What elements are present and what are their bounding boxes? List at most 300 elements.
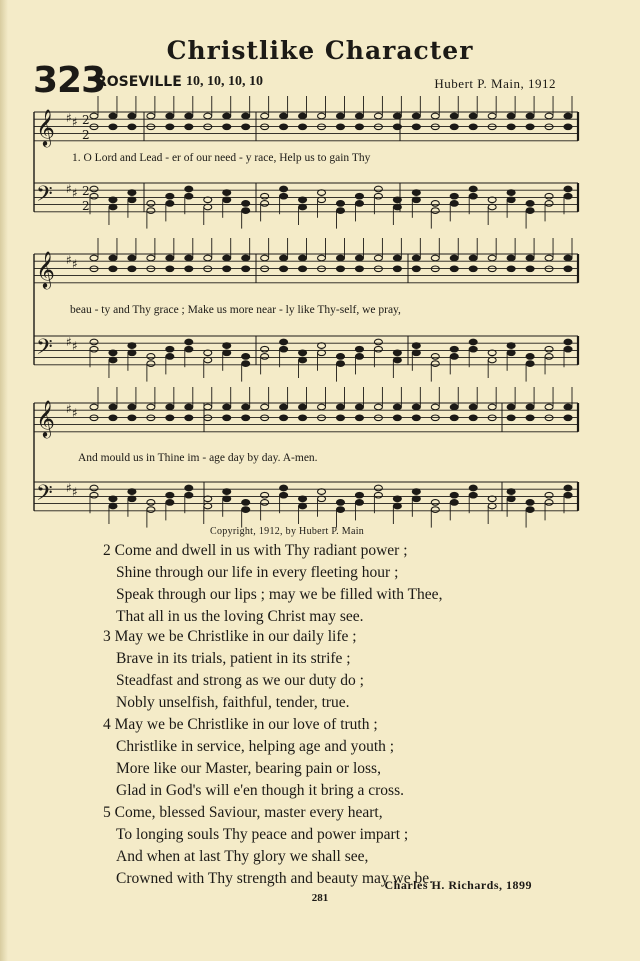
note-head — [336, 415, 344, 421]
stanza-line: Brave in its trials, patient in its strife ; — [116, 650, 351, 667]
bass-clef: 𝄢 — [36, 182, 53, 212]
note-head — [469, 415, 477, 421]
note-head — [166, 113, 174, 119]
note-head — [128, 266, 136, 272]
lyric-line-2: beau - ty and Thy grace ; Make us more near - ly like Thy-self, we pray, — [70, 304, 401, 316]
note-head — [393, 124, 401, 130]
note-head — [223, 489, 231, 495]
note-head — [564, 485, 572, 491]
note-head — [355, 346, 363, 352]
note-head — [450, 404, 458, 410]
note-head — [355, 404, 363, 410]
note-head — [109, 113, 117, 119]
note-head — [412, 415, 420, 421]
note-head — [412, 496, 420, 502]
stanza-line: More like our Master, bearing pain or loss, — [116, 760, 381, 777]
note-head — [166, 255, 174, 261]
note-head — [450, 124, 458, 130]
note-head — [355, 354, 363, 360]
note-head — [507, 255, 515, 261]
note-head — [374, 485, 382, 491]
note-head — [204, 404, 212, 410]
note-head — [336, 361, 344, 367]
treble-clef: 𝄞 — [36, 399, 55, 437]
note-head — [223, 404, 231, 410]
treble-clef: 𝄞 — [36, 108, 55, 146]
note-head — [469, 193, 477, 199]
note-head — [185, 346, 193, 352]
note-head — [223, 255, 231, 261]
stanza-line: Steadfast and strong as we our duty do ; — [116, 672, 364, 689]
note-head — [147, 507, 155, 513]
note-head — [564, 186, 572, 192]
stanza-line: 3 May we be Christlike in our daily life ; — [103, 628, 357, 645]
note-head — [280, 485, 288, 491]
note-head — [185, 266, 193, 272]
stanza-number: 5 — [103, 804, 111, 821]
note-head — [374, 346, 382, 352]
note-head — [166, 266, 174, 272]
note-head — [204, 113, 212, 119]
note-head — [431, 354, 439, 360]
note-head — [299, 124, 307, 130]
note-head — [488, 255, 496, 261]
note-head — [507, 404, 515, 410]
note-head — [242, 361, 250, 367]
note-head — [355, 193, 363, 199]
note-head — [90, 186, 98, 192]
note-head — [242, 124, 250, 130]
note-head — [299, 404, 307, 410]
stanza-line: Shine through our life in every fleeting hour ; — [116, 564, 399, 581]
note-head — [564, 339, 572, 345]
note-head — [450, 193, 458, 199]
note-head — [109, 350, 117, 356]
note-head — [526, 124, 534, 130]
note-head — [412, 350, 420, 356]
stanza-line: That all in us the loving Christ may see. — [116, 608, 364, 625]
note-head — [469, 266, 477, 272]
note-head — [545, 346, 553, 352]
note-head — [431, 208, 439, 214]
note-head — [128, 489, 136, 495]
note-head — [526, 113, 534, 119]
note-head — [507, 124, 515, 130]
note-head — [374, 404, 382, 410]
note-head — [526, 266, 534, 272]
note-head — [393, 496, 401, 502]
note-head — [469, 404, 477, 410]
bass-clef: 𝄢 — [36, 335, 53, 365]
note-head — [564, 113, 572, 119]
note-head — [280, 492, 288, 498]
note-head — [128, 255, 136, 261]
note-head — [412, 190, 420, 196]
note-head — [223, 197, 231, 203]
note-head — [336, 113, 344, 119]
note-head — [393, 350, 401, 356]
note-head — [109, 415, 117, 421]
note-head — [185, 113, 193, 119]
note-head — [374, 113, 382, 119]
stanza-line: 2 Come and dwell in us with Thy radiant power ; — [103, 542, 408, 559]
note-head — [299, 266, 307, 272]
note-head — [545, 492, 553, 498]
note-head — [318, 255, 326, 261]
note-head — [242, 404, 250, 410]
note-head — [280, 266, 288, 272]
note-head — [299, 197, 307, 203]
note-head — [469, 124, 477, 130]
note-head — [128, 113, 136, 119]
note-head — [469, 346, 477, 352]
note-head — [147, 208, 155, 214]
note-head — [109, 197, 117, 203]
stanza-line: Glad in God's will e'en though it bring a cross. — [116, 782, 404, 799]
note-head — [185, 415, 193, 421]
note-head — [450, 266, 458, 272]
note-head — [545, 354, 553, 360]
note-head — [242, 201, 250, 207]
note-head — [564, 266, 572, 272]
note-head — [128, 350, 136, 356]
note-head — [128, 496, 136, 502]
note-head — [261, 201, 269, 207]
sharp-sign: ♯ — [72, 339, 78, 353]
sharp-sign: ♯ — [72, 406, 78, 420]
note-head — [450, 415, 458, 421]
note-head — [431, 507, 439, 513]
note-head — [280, 113, 288, 119]
stanza-line: To longing souls Thy peace and power impart ; — [116, 826, 409, 843]
note-head — [488, 113, 496, 119]
note-head — [90, 255, 98, 261]
note-head — [261, 404, 269, 410]
note-head — [336, 500, 344, 506]
note-head — [450, 354, 458, 360]
note-head — [280, 346, 288, 352]
note-head — [355, 255, 363, 261]
note-head — [185, 124, 193, 130]
note-head — [469, 485, 477, 491]
note-head — [299, 503, 307, 509]
note-head — [166, 193, 174, 199]
note-head — [431, 500, 439, 506]
note-head — [374, 255, 382, 261]
note-head — [412, 404, 420, 410]
stanza-line: Christlike in service, helping age and youth ; — [116, 738, 395, 755]
note-head — [336, 124, 344, 130]
note-head — [90, 485, 98, 491]
note-head — [393, 503, 401, 509]
note-head — [374, 492, 382, 498]
note-head — [545, 113, 553, 119]
note-head — [128, 197, 136, 203]
note-head — [90, 346, 98, 352]
hymn-number: 323 — [33, 60, 106, 101]
note-head — [507, 266, 515, 272]
note-head — [242, 266, 250, 272]
sharp-sign: ♯ — [66, 402, 72, 416]
note-head — [564, 255, 572, 261]
note-head — [412, 343, 420, 349]
note-head — [90, 492, 98, 498]
stanza-4 — [103, 714, 404, 802]
composer-credit: Hubert P. Main, 1912 — [434, 76, 556, 91]
note-head — [147, 113, 155, 119]
stanza-number: 2 — [103, 542, 111, 559]
note-head — [128, 190, 136, 196]
note-head — [166, 500, 174, 506]
note-head — [450, 113, 458, 119]
note-head — [336, 255, 344, 261]
note-head — [223, 350, 231, 356]
note-head — [488, 404, 496, 410]
note-head — [147, 255, 155, 261]
note-head — [128, 343, 136, 349]
note-head — [431, 361, 439, 367]
note-head — [299, 415, 307, 421]
sharp-sign: ♯ — [72, 485, 78, 499]
note-head — [336, 266, 344, 272]
note-head — [242, 507, 250, 513]
note-head — [223, 266, 231, 272]
note-head — [185, 255, 193, 261]
tune-name: ROSEVILLE — [96, 74, 182, 90]
time-signature: 2 — [82, 128, 90, 142]
note-head — [545, 404, 553, 410]
note-head — [147, 404, 155, 410]
note-head — [545, 201, 553, 207]
note-head — [355, 266, 363, 272]
note-head — [166, 124, 174, 130]
note-head — [412, 489, 420, 495]
note-head — [147, 500, 155, 506]
note-head — [526, 500, 534, 506]
note-head — [128, 404, 136, 410]
note-head — [280, 124, 288, 130]
note-head — [166, 346, 174, 352]
note-head — [507, 190, 515, 196]
sharp-sign: ♯ — [72, 257, 78, 271]
note-head — [393, 255, 401, 261]
note-head — [336, 507, 344, 513]
note-head — [564, 415, 572, 421]
author-credit: Charles H. Richards, 1899 — [384, 878, 532, 892]
note-head — [564, 346, 572, 352]
note-head — [450, 255, 458, 261]
note-head — [109, 204, 117, 210]
note-head — [545, 193, 553, 199]
note-head — [261, 346, 269, 352]
note-head — [469, 492, 477, 498]
note-head — [507, 350, 515, 356]
note-head — [280, 255, 288, 261]
stanza-2 — [103, 540, 443, 628]
note-head — [242, 255, 250, 261]
lyric-line-3: And mould us in Thine im - age day by day. A-men. — [78, 452, 318, 464]
note-head — [128, 124, 136, 130]
note-head — [526, 507, 534, 513]
note-head — [109, 357, 117, 363]
copyright-notice: Copyright, 1912, by Hubert P. Main — [210, 526, 365, 537]
note-head — [185, 492, 193, 498]
note-head — [526, 354, 534, 360]
note-head — [469, 186, 477, 192]
note-head — [507, 496, 515, 502]
note-head — [469, 339, 477, 345]
note-head — [393, 197, 401, 203]
stanza-line: 4 May we be Christlike in our love of truth ; — [103, 716, 378, 733]
note-head — [450, 500, 458, 506]
note-head — [185, 485, 193, 491]
note-head — [393, 204, 401, 210]
note-head — [109, 496, 117, 502]
note-head — [450, 346, 458, 352]
note-head — [299, 350, 307, 356]
note-head — [185, 193, 193, 199]
note-head — [431, 113, 439, 119]
sharp-sign: ♯ — [66, 182, 72, 196]
note-head — [166, 201, 174, 207]
note-head — [393, 266, 401, 272]
note-head — [109, 255, 117, 261]
note-head — [90, 404, 98, 410]
sharp-sign: ♯ — [66, 481, 72, 495]
note-head — [223, 343, 231, 349]
note-head — [109, 503, 117, 509]
note-head — [336, 201, 344, 207]
note-head — [545, 500, 553, 506]
note-head — [185, 339, 193, 345]
note-head — [393, 404, 401, 410]
note-head — [109, 404, 117, 410]
note-head — [450, 492, 458, 498]
note-head — [412, 266, 420, 272]
note-head — [374, 193, 382, 199]
note-head — [261, 492, 269, 498]
note-head — [261, 193, 269, 199]
note-head — [318, 404, 326, 410]
time-signature: 2 — [82, 113, 90, 127]
lyric-line-1: 1. O Lord and Lead - er of our need - y race, Help us to gain Thy — [72, 152, 371, 164]
note-head — [242, 354, 250, 360]
note-head — [223, 415, 231, 421]
note-head — [166, 354, 174, 360]
stanza-number: 3 — [103, 628, 111, 645]
note-head — [280, 339, 288, 345]
note-head — [526, 201, 534, 207]
stanza-number: 4 — [103, 716, 111, 733]
note-head — [299, 204, 307, 210]
note-head — [166, 492, 174, 498]
note-head — [90, 339, 98, 345]
note-head — [374, 186, 382, 192]
note-head — [355, 492, 363, 498]
note-head — [412, 124, 420, 130]
sharp-sign: ♯ — [72, 115, 78, 129]
note-head — [431, 201, 439, 207]
note-head — [374, 339, 382, 345]
note-head — [336, 208, 344, 214]
note-head — [223, 124, 231, 130]
note-head — [147, 361, 155, 367]
note-head — [109, 124, 117, 130]
stanza-line: 5 Come, blessed Saviour, master every heart, — [103, 804, 383, 821]
sharp-sign: ♯ — [72, 186, 78, 200]
note-head — [109, 266, 117, 272]
stanza-line: And when at last Thy glory we shall see, — [116, 848, 369, 865]
note-head — [564, 193, 572, 199]
note-head — [147, 354, 155, 360]
page-number: 281 — [311, 892, 329, 904]
note-head — [355, 415, 363, 421]
note-head — [280, 415, 288, 421]
note-head — [242, 208, 250, 214]
sharp-sign: ♯ — [66, 253, 72, 267]
note-head — [526, 415, 534, 421]
note-head — [450, 201, 458, 207]
note-head — [223, 113, 231, 119]
note-head — [336, 354, 344, 360]
note-head — [261, 500, 269, 506]
note-head — [90, 113, 98, 119]
time-signature: 2 — [82, 199, 90, 213]
note-head — [261, 255, 269, 261]
bass-clef: 𝄢 — [36, 481, 53, 511]
note-head — [299, 113, 307, 119]
note-head — [355, 201, 363, 207]
note-head — [299, 357, 307, 363]
note-head — [393, 113, 401, 119]
note-head — [261, 354, 269, 360]
note-head — [128, 415, 136, 421]
note-head — [242, 500, 250, 506]
note-head — [507, 113, 515, 119]
note-head — [223, 190, 231, 196]
note-head — [412, 255, 420, 261]
note-head — [507, 415, 515, 421]
time-signature: 2 — [82, 184, 90, 198]
note-head — [507, 343, 515, 349]
note-head — [336, 404, 344, 410]
sharp-sign: ♯ — [66, 111, 72, 125]
note-head — [526, 208, 534, 214]
note-head — [526, 404, 534, 410]
note-head — [261, 113, 269, 119]
note-head — [355, 500, 363, 506]
note-head — [242, 113, 250, 119]
stanza-3 — [103, 626, 364, 714]
note-head — [412, 197, 420, 203]
note-head — [299, 496, 307, 502]
note-head — [166, 415, 174, 421]
note-head — [166, 404, 174, 410]
note-head — [564, 124, 572, 130]
note-head — [412, 113, 420, 119]
note-head — [469, 255, 477, 261]
note-head — [280, 404, 288, 410]
note-head — [431, 404, 439, 410]
note-head — [299, 255, 307, 261]
note-head — [242, 415, 250, 421]
stanza-line: Speak through our lips ; may we be filled with Thee, — [116, 586, 443, 603]
note-head — [526, 255, 534, 261]
note-head — [185, 404, 193, 410]
note-head — [469, 113, 477, 119]
note-head — [564, 492, 572, 498]
note-head — [355, 113, 363, 119]
